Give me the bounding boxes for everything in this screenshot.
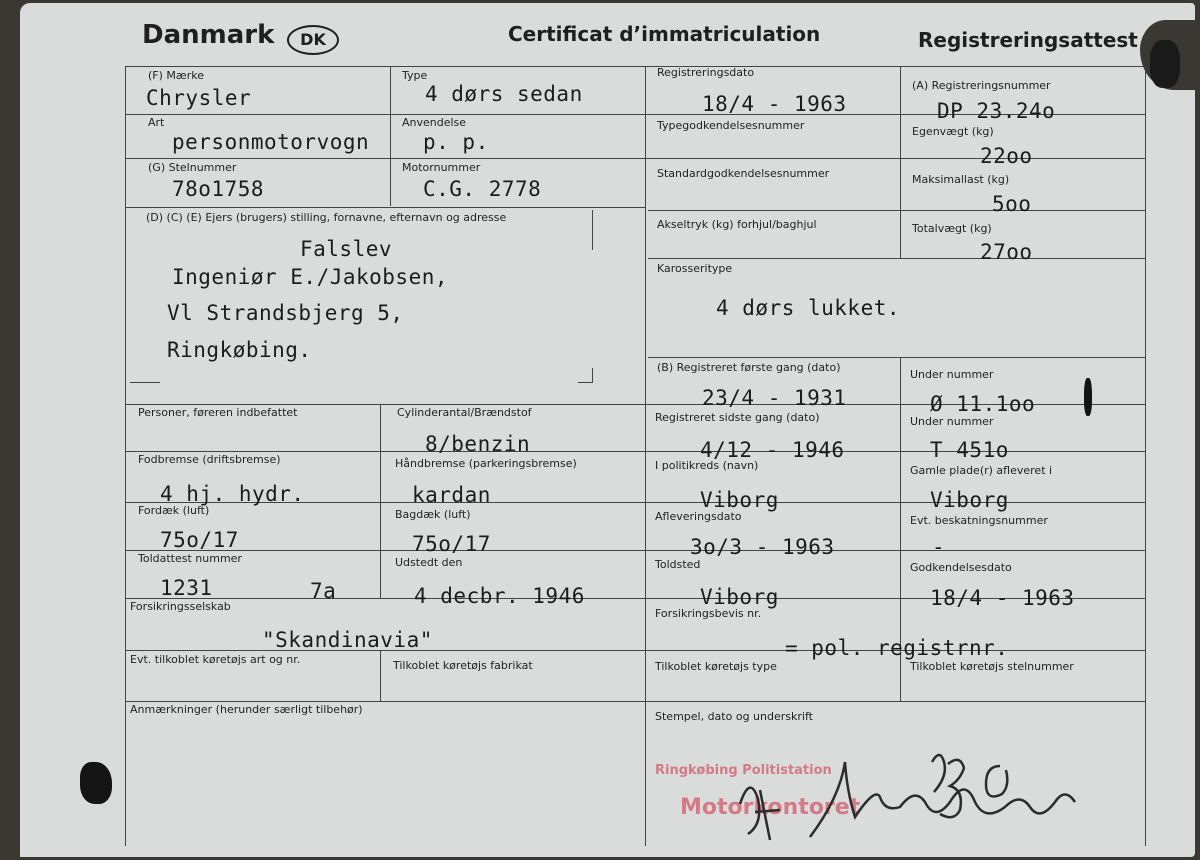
owner-line-4: Ringkøbing.	[167, 338, 312, 362]
handwritten-signature	[660, 742, 1120, 852]
registration-date-value: 18/4 - 1963	[702, 92, 847, 116]
field-label: Standardgodkendelsesnummer	[657, 167, 830, 180]
field-label: (F) Mærke	[148, 69, 204, 82]
field-label: (D) (C) (E) Ejers (brugers) stilling, fornavne, efternavn og adresse	[146, 211, 507, 224]
field-label: Fordæk (luft)	[138, 504, 210, 517]
field-label: Godkendelsesdato	[910, 561, 1012, 574]
field-label: (B) Registreret første gang (dato)	[657, 361, 841, 374]
rule	[900, 66, 901, 258]
insurance-cert-value: = pol. registrnr.	[785, 636, 1009, 660]
customs-cert-suffix: 7a	[310, 579, 337, 603]
rule	[125, 207, 645, 208]
hand-brake-value: kardan	[412, 483, 491, 507]
under-number-1-value: Ø 11.1oo	[930, 392, 1036, 416]
rule	[380, 404, 381, 598]
field-label: Gamle plade(r) afleveret i	[910, 464, 1053, 477]
field-label: Motornummer	[402, 161, 481, 174]
rule	[130, 382, 160, 383]
field-label: Tilkoblet køretøjs stelnummer	[910, 660, 1074, 673]
rule	[578, 382, 592, 383]
owner-line-3: Vl Strandsbjerg 5,	[167, 301, 404, 325]
max-load-value: 5oo	[992, 192, 1032, 216]
last-registered-value: 4/12 - 1946	[700, 438, 845, 462]
field-label: Egenvægt (kg)	[912, 125, 994, 138]
field-label: Håndbremse (parkeringsbremse)	[395, 457, 577, 470]
tax-number-value: -	[932, 535, 946, 559]
document-title-right: Registreringsattest	[918, 28, 1138, 52]
cylinder-fuel-value: 8/benzin	[425, 432, 531, 456]
rule	[648, 210, 1145, 211]
field-label: Type	[402, 69, 428, 82]
body-type-value: 4 dørs lukket.	[716, 296, 901, 320]
field-label: Evt. tilkoblet køretøjs art og nr.	[130, 653, 301, 666]
field-label: Evt. beskatningsnummer	[910, 514, 1048, 527]
field-label: Cylinderantal/Brændstof	[397, 406, 532, 419]
rule	[648, 357, 1145, 358]
field-label: I politikreds (navn)	[655, 459, 759, 472]
usage-value: p. p.	[423, 130, 489, 154]
field-label: Under nummer	[910, 415, 994, 428]
rule	[1145, 66, 1146, 846]
field-label: Anvendelse	[402, 116, 467, 129]
field-label: Personer, føreren indbefattet	[138, 406, 298, 419]
field-label: Udstedt den	[395, 556, 463, 569]
field-label: Tilkoblet køretøjs fabrikat	[393, 659, 533, 672]
field-label: Fodbremse (driftsbremse)	[138, 453, 281, 466]
field-label: Totalvægt (kg)	[912, 222, 992, 235]
issued-value: 4 decbr. 1946	[414, 584, 585, 608]
rule	[390, 66, 391, 206]
field-label: Stempel, dato og underskrift	[655, 710, 813, 723]
field-label: Forsikringsselskab	[130, 600, 231, 613]
ink-blot	[1150, 40, 1180, 88]
curb-weight-value: 22oo	[980, 144, 1033, 168]
country-name: Danmark	[142, 20, 275, 50]
field-label: Toldattest nummer	[138, 552, 242, 565]
under-number-2-value: T 451o	[930, 438, 1009, 462]
field-label: Art	[148, 116, 165, 129]
field-label: Anmærkninger (herunder særligt tilbehør)	[130, 703, 363, 716]
registration-number-value: DP 23.24o	[937, 99, 1056, 123]
owner-line-2: Ingeniør E./Jakobsen,	[172, 265, 449, 289]
rule	[645, 66, 646, 846]
field-label: Akseltryk (kg) forhjul/baghjul	[657, 218, 817, 231]
field-label: (A) Registreringsnummer	[912, 79, 1051, 92]
delivery-date-value: 3o/3 - 1963	[690, 535, 835, 559]
rule	[125, 701, 1145, 702]
country-code-oval: DK	[287, 25, 339, 55]
field-label: Forsikringsbevis nr.	[655, 607, 762, 620]
old-plates-value: Viborg	[930, 488, 1009, 512]
engine-number-value: C.G. 2778	[423, 177, 542, 201]
rule	[125, 66, 1145, 67]
approval-date-value: 18/4 - 1963	[930, 586, 1075, 610]
rule	[125, 66, 126, 846]
chassis-number-value: 78o1758	[172, 177, 265, 201]
field-label: Toldsted	[655, 558, 701, 571]
rule	[125, 550, 1145, 551]
field-label: Afleveringsdato	[655, 510, 742, 523]
field-label: Registreret sidste gang (dato)	[655, 411, 820, 424]
make-value: Chrysler	[146, 86, 252, 110]
insurer-value: "Skandinavia"	[262, 628, 433, 652]
customs-cert-value: 1231	[160, 576, 213, 600]
field-label: (G) Stelnummer	[148, 161, 237, 174]
ink-blot	[1084, 378, 1092, 416]
front-tyre-value: 75o/17	[160, 528, 239, 552]
field-label: Under nummer	[910, 368, 994, 381]
field-label: Registreringsdato	[657, 66, 755, 79]
field-label: Bagdæk (luft)	[395, 508, 471, 521]
field-label: Maksimallast (kg)	[912, 173, 1010, 186]
rule	[380, 650, 381, 701]
kind-value: personmotorvogn	[172, 130, 370, 154]
field-label: Tilkoblet køretøjs type	[655, 660, 777, 673]
police-district-value: Viborg	[700, 488, 779, 512]
customs-office-value: Viborg	[700, 585, 779, 609]
type-value: 4 dørs sedan	[425, 82, 583, 106]
first-registered-value: 23/4 - 1931	[702, 386, 847, 410]
rear-tyre-value: 75o/17	[412, 532, 491, 556]
owner-line-1: Falslev	[300, 237, 393, 261]
rule	[592, 368, 593, 383]
document-title: Certificat d’immatriculation	[508, 22, 821, 46]
stamp-line-2: Motorkontoret	[680, 795, 861, 820]
field-label: Typegodkendelsesnummer	[657, 119, 805, 132]
rule	[592, 210, 593, 250]
stamp-line-1: Ringkøbing Politistation	[655, 763, 832, 778]
rule	[648, 258, 1145, 259]
field-label: Karosseritype	[657, 262, 733, 275]
foot-brake-value: 4 hj. hydr.	[160, 482, 305, 506]
total-weight-value: 27oo	[980, 240, 1033, 264]
ink-blot	[80, 762, 112, 804]
